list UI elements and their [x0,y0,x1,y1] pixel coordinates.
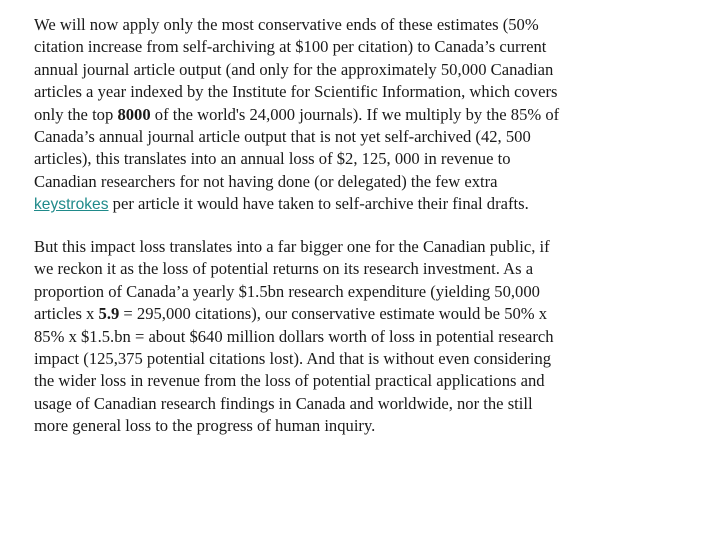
text-line: usage of Canadian research findings in Canada and worldwide, nor the still [34,393,533,413]
paragraph-public-loss [34,236,694,438]
text-line: the wider loss in revenue from the loss of potential practical applications and [34,371,545,391]
text-line: articles), this translates into an annual loss of $2, 125, 000 in revenue to [34,149,511,169]
text-segment: articles x [34,304,99,324]
text-line: We will now apply only the most conservative ends of these estimates (50% [34,15,539,34]
text-segment: only the top [34,104,118,124]
text-line: we reckon it as the loss of potential returns on its research investment. As a [34,259,534,279]
text-segment: = 295,000 citations), our conservative estimate would be 50% x [119,304,548,324]
bold-number: 8000 [117,104,151,124]
text-line [34,104,694,126]
text-line: impact (125,375 potential citations lost). And that is without even considering [34,348,552,368]
keystrokes-link[interactable]: keystrokes [34,196,109,214]
text-line: annual journal article output (and only for the approximately 50,000 Canadian [34,59,554,79]
text-line [34,303,694,325]
paragraph-revenue-loss [34,14,694,216]
text-line [34,193,694,215]
text-line: Canada’s annual journal article output that is not yet self-archived (42, 500 [34,126,531,146]
text-line: more general loss to the progress of human inquiry. [34,416,376,436]
text-line: proportion of Canada’a yearly $1.5bn research expenditure (yielding 50,000 [34,281,540,301]
text-line: citation increase from self-archiving at $100 per citation) to Canada’s current [34,37,547,57]
text-segment: of the world's 24,000 journals). If we multiply by the 85% of [150,104,560,124]
text-line: articles a year indexed by the Institute for Scientific Information, which covers [34,82,558,102]
text-line: But this impact loss translates into a far bigger one for the Canadian public, if [34,237,550,256]
text-segment: per article it would have taken to self-archive their final drafts. [108,194,529,214]
bold-number: 5.9 [98,304,120,324]
text-line: Canadian researchers for not having done (or delegated) the few extra [34,171,498,191]
text-line: 85% x $1.5.bn = about $640 million dollars worth of loss in potential research [34,326,554,346]
